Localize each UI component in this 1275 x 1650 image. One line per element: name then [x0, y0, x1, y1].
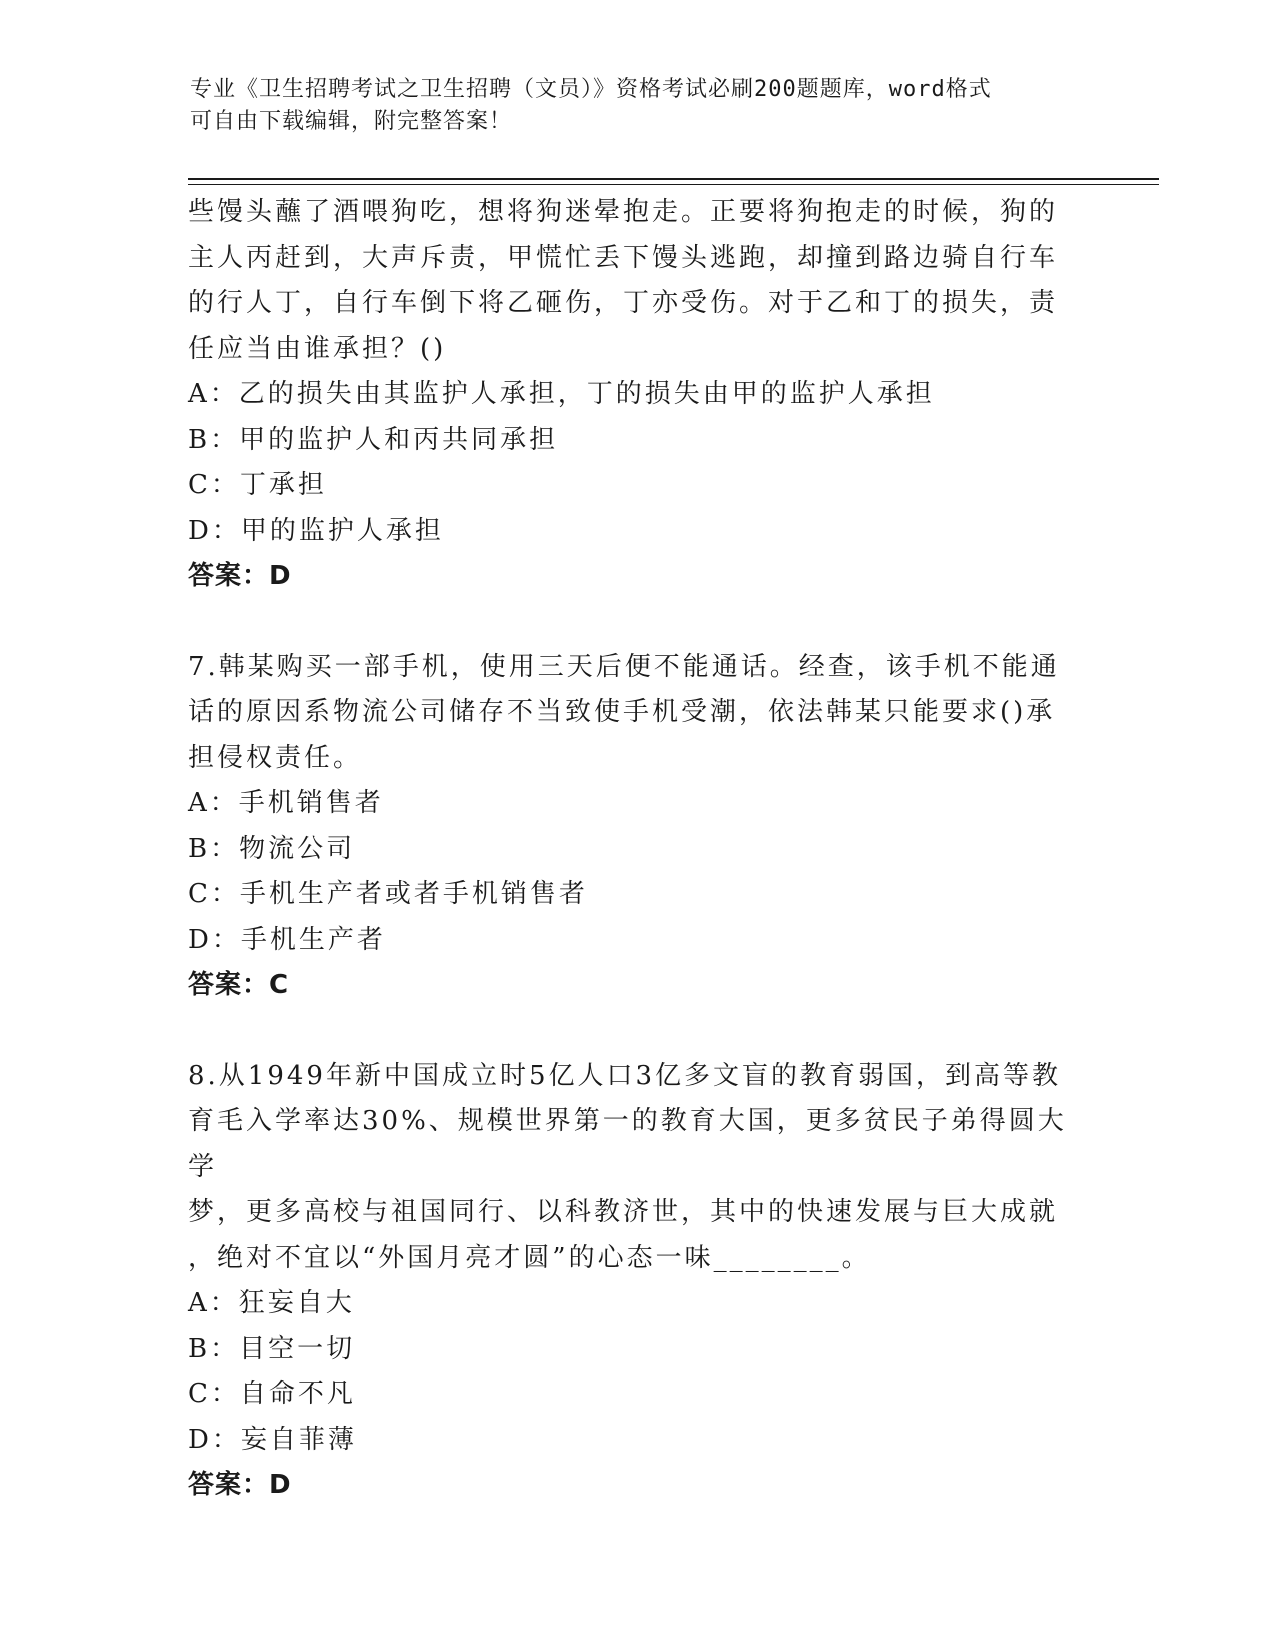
question-8-line: 育毛入学率达30%、规模世界第一的教育大国，更多贫民子弟得圆大学	[188, 1106, 1067, 1182]
question-6	[188, 190, 1088, 600]
header-rule-thick	[188, 178, 1159, 180]
question-7-option-c: C：手机生产者或者手机销售者	[188, 879, 588, 909]
spacer	[188, 1009, 1088, 1054]
header-rule-thin	[188, 184, 1159, 185]
question-6-option-c: C：丁承担	[188, 470, 327, 500]
document-header	[190, 74, 1090, 138]
question-8	[188, 1054, 1088, 1509]
question-6-option-b: B：甲的监护人和丙共同承担	[188, 424, 559, 455]
question-6-option-d: D：甲的监护人承担	[188, 515, 444, 546]
question-8-option-d: D：妄自菲薄	[188, 1424, 357, 1455]
spacer	[188, 600, 1088, 645]
question-6-line: 主人丙赶到，大声斥责，甲慌忙丢下馒头逃跑，却撞到路边骑自行车	[188, 242, 1059, 273]
question-8-option-c: C：自命不凡	[188, 1379, 356, 1409]
question-8-line: 8.从1949年新中国成立时5亿人口3亿多文盲的教育弱国，到高等教	[188, 1060, 1062, 1091]
question-7-option-d: D：手机生产者	[188, 924, 386, 955]
question-7	[188, 645, 1088, 1009]
question-7-line: 7.韩某购买一部手机，使用三天后便不能通话。经查，该手机不能通	[188, 651, 1060, 682]
question-6-line: 任应当由谁承担？()	[188, 333, 447, 364]
question-6-option-a: A：乙的损失由其监护人承担，丁的损失由甲的监护人承担	[188, 379, 935, 409]
question-7-line: 话的原因系物流公司储存不当致使手机受潮，依法韩某只能要求()承	[188, 697, 1056, 727]
question-7-option-b: B：物流公司	[188, 833, 356, 864]
question-7-option-a: A：手机销售者	[188, 788, 384, 818]
question-8-answer: 答案：D	[188, 1470, 292, 1500]
question-6-answer: 答案：D	[188, 561, 292, 591]
header-line-2: 可自由下载编辑，附完整答案！	[190, 109, 513, 134]
question-7-line: 担侵权责任。	[188, 742, 363, 773]
question-7-answer: 答案：C	[188, 970, 290, 1000]
question-6-line: 些馒头蘸了酒喂狗吃，想将狗迷晕抱走。正要将狗抱走的时候，狗的	[188, 197, 1059, 227]
question-8-line: 梦，更多高校与祖国同行、以科教济世，其中的快速发展与巨大成就	[188, 1197, 1059, 1227]
question-8-option-a: A：狂妄自大	[188, 1288, 355, 1318]
question-8-line: ，绝对不宜以“外国月亮才圆”的心态一味________。	[188, 1242, 871, 1273]
question-list	[188, 190, 1088, 1509]
question-8-option-b: B：目空一切	[188, 1333, 356, 1364]
header-line-1: 专业《卫生招聘考试之卫生招聘（文员）》资格考试必刷200题题库，word格式	[190, 77, 992, 102]
question-6-line: 的行人丁，自行车倒下将乙砸伤，丁亦受伤。对于乙和丁的损失，责	[188, 288, 1059, 318]
